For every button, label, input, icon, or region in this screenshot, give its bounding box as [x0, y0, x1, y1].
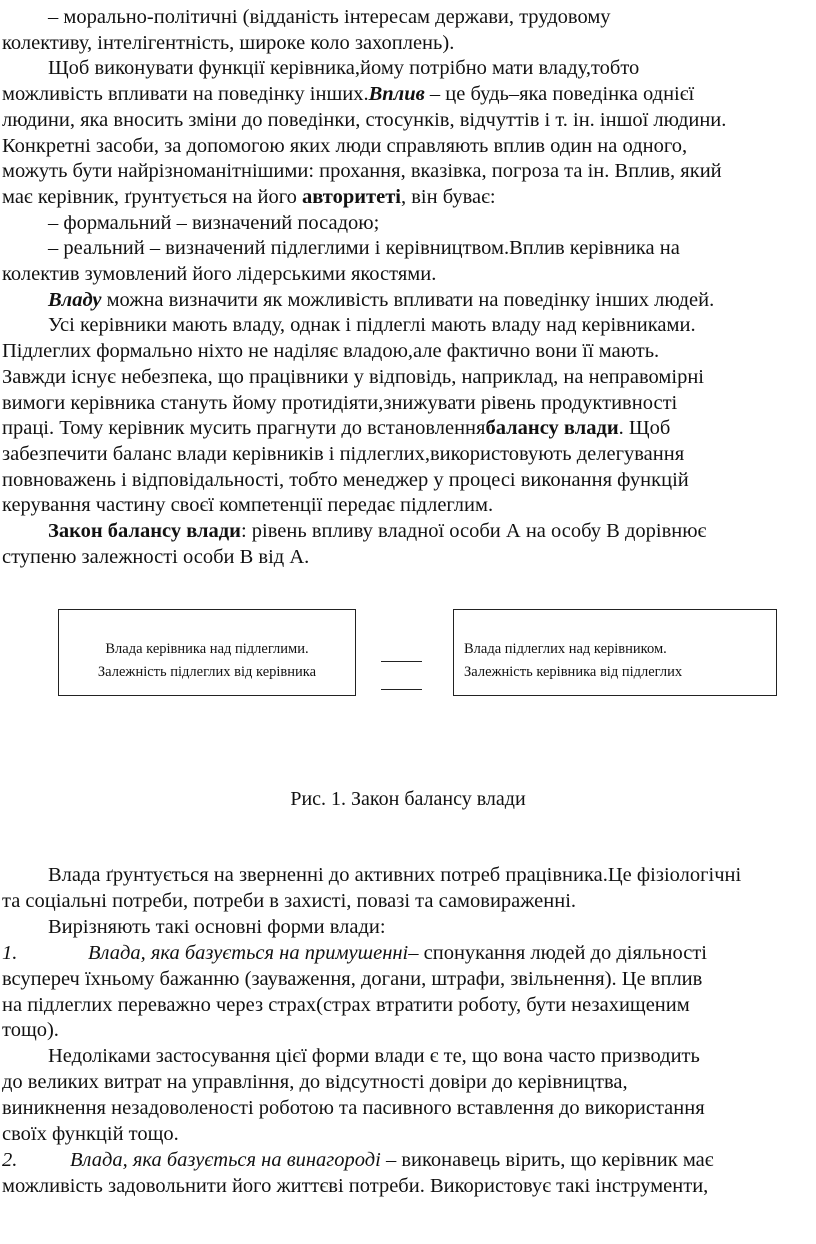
- paragraph: [2, 863, 808, 915]
- text-line: [2, 391, 808, 417]
- text-line: [2, 134, 808, 160]
- paragraph: [2, 288, 808, 314]
- paragraph: [2, 236, 808, 287]
- text-line: [2, 1044, 808, 1070]
- paragraph: [2, 1148, 808, 1200]
- text-segment: Недоліками застосування цієї форми влади є те, що вона часто призводить: [48, 1045, 700, 1068]
- text-segment: – виконавець вірить, що керівник має: [380, 1148, 714, 1171]
- text-line: [2, 313, 808, 339]
- text-segment: повноважень і відповідальності, тобто менеджер у процесі виконання функцій: [2, 468, 689, 491]
- emphasized-term: Влада, яка базується на примушенні: [88, 941, 409, 964]
- text-segment: Щоб виконувати функції керівника,йому потрібно мати владу,тобто: [48, 57, 640, 80]
- text-segment: – це будь–яка поведінка однієї: [424, 83, 695, 106]
- emphasized-term: Владу: [48, 288, 102, 311]
- text-line: [2, 1070, 808, 1096]
- text-line: [2, 5, 808, 31]
- equals-sign-line: [381, 661, 422, 662]
- text-segment: Вирізняють такі основні форми влади:: [48, 915, 386, 938]
- list-number: 2.: [2, 1148, 18, 1171]
- text-line: [2, 56, 808, 82]
- text-segment: можливість впливати на поведінку інших.: [2, 83, 369, 106]
- diagram-box-text: Влада керівника над підлеглими.: [105, 641, 309, 657]
- paragraph: [2, 313, 808, 519]
- text-segment: Підлеглих формально ніхто не наділяє владою,але фактично вони її мають.: [2, 340, 660, 363]
- diagram-box-subordinate-power: [453, 609, 777, 696]
- text-segment: має керівник, ґрунтується на його: [2, 185, 302, 208]
- text-line: [2, 339, 808, 365]
- text-segment: Завжди існує небезпека, що працівники у відповідь, наприклад, на неправомірні: [2, 365, 704, 388]
- text-line: [2, 108, 808, 134]
- text-segment: ступеню залежності особи В від А.: [2, 545, 310, 568]
- paragraph: [2, 1044, 808, 1148]
- text-line: [2, 211, 808, 237]
- text-segment: виникнення незадоволеності роботою та пасивного вставлення до використання: [2, 1097, 705, 1120]
- paragraph: [2, 56, 808, 210]
- text-segment: тощо).: [2, 1019, 59, 1042]
- text-line: [2, 915, 808, 941]
- text-segment: забезпечити баланс влади керівників і підлеглих,використовують делегування: [2, 442, 685, 465]
- list-number: 1.: [2, 941, 18, 964]
- text-line: [2, 1018, 808, 1044]
- paragraph: [2, 5, 808, 56]
- text-segment: до великих витрат на управління, до відсутності довіри до керівництва,: [2, 1071, 628, 1094]
- text-segment: керування частину своєї компетенції передає підлеглим.: [2, 494, 494, 517]
- text-segment: Влада ґрунтується на зверненні до активних потреб працівника.Це фізіологічні: [48, 864, 742, 886]
- text-segment: – морально-політичні (відданість інтересам держави, трудовому: [48, 6, 611, 28]
- text-line: [2, 416, 808, 442]
- text-line: [2, 365, 808, 391]
- emphasized-term: Влада, яка базується на винагороді: [70, 1148, 381, 1171]
- text-line: [2, 82, 808, 108]
- text-segment: – спонукання людей до діяльності: [408, 941, 707, 964]
- text-segment: на підлеглих переважно через страх(страх втратити роботу, бути незахищеним: [2, 993, 690, 1016]
- paragraph: [2, 519, 808, 570]
- text-line: [2, 967, 808, 993]
- diagram-box-text: Залежність підлеглих від керівника: [97, 664, 317, 680]
- text-line: [2, 1096, 808, 1122]
- figure-caption: Рис. 1. Закон балансу влади: [290, 788, 526, 810]
- text-line: [2, 941, 808, 967]
- equals-sign-line: [381, 689, 422, 690]
- text-segment: – формальний – визначений посадою;: [48, 211, 380, 234]
- text-line: [2, 863, 808, 889]
- emphasized-term: Закон балансу влади: [48, 520, 241, 543]
- text-segment: вимоги керівника стануть йому протидіяти,знижувати рівень продуктивності: [2, 391, 678, 414]
- text-segment: праці. Тому керівник мусить прагнути до встановлення: [2, 417, 486, 440]
- text-line: [2, 545, 808, 571]
- document-text-bottom: [2, 863, 808, 1200]
- text-segment: Усі керівники мають владу, однак і підлеглі мають владу над керівниками.: [48, 314, 696, 337]
- emphasized-term: авторитеті: [301, 185, 401, 208]
- text-line: [2, 442, 808, 468]
- text-line: [2, 468, 808, 494]
- text-line: [2, 31, 808, 57]
- text-segment: колектив зумовлений його лідерськими якостями.: [2, 263, 437, 286]
- text-segment: та соціальні потреби, потреби в захисті, повазі та самовираженні.: [2, 889, 577, 912]
- text-line: [2, 236, 808, 262]
- text-line: [2, 889, 808, 915]
- document-text-top: [2, 5, 808, 570]
- text-segment: : рівень впливу владної особи А на особу В дорівнює: [240, 520, 707, 543]
- text-segment: можливість задовольнити його життєві потреби. Використовує такі інструменти,: [2, 1174, 709, 1197]
- text-line: [2, 159, 808, 185]
- text-line: [2, 288, 808, 314]
- diagram-box-text: Залежність керівника від підлеглих: [464, 664, 683, 680]
- paragraph: [2, 915, 808, 941]
- emphasized-term: Вплив: [368, 83, 425, 106]
- text-line: [2, 185, 808, 211]
- text-segment: Конкретні засоби, за допомогою яких люди справляють вплив один на одного,: [2, 134, 688, 157]
- text-line: [2, 493, 808, 519]
- text-segment: колективу, інтелігентність, широке коло захоплень).: [2, 31, 455, 54]
- paragraph: [2, 211, 808, 237]
- diagram-box-text: Влада підлеглих над керівником.: [464, 641, 667, 657]
- diagram-box-manager-power: [58, 609, 356, 696]
- text-segment: можна визначити як можливість впливати на поведінку інших людей.: [101, 288, 715, 311]
- text-segment: своїх функцій тощо.: [2, 1123, 179, 1146]
- text-line: [2, 1174, 808, 1200]
- text-line: [2, 1148, 808, 1174]
- text-segment: – реальний – визначений підлеглими і керівництвом.Вплив керівника на: [48, 237, 680, 260]
- text-segment: всупереч їхньому бажанню (зауваження, догани, штрафи, звільнення). Це вплив: [2, 967, 703, 990]
- text-segment: можуть бути найрізноманітнішими: прохання, вказівка, погроза та ін. Вплив, який: [2, 160, 722, 183]
- paragraph: [2, 941, 808, 1045]
- text-segment: , він буває:: [400, 185, 496, 208]
- text-line: [2, 519, 808, 545]
- text-line: [2, 1122, 808, 1148]
- emphasized-term: балансу влади: [485, 417, 619, 440]
- text-line: [2, 262, 808, 288]
- text-line: [2, 993, 808, 1019]
- text-segment: людини, яка вносить зміни до поведінки, стосунків, відчуттів і т. ін. іншої людини.: [2, 108, 727, 131]
- text-segment: . Щоб: [618, 417, 671, 440]
